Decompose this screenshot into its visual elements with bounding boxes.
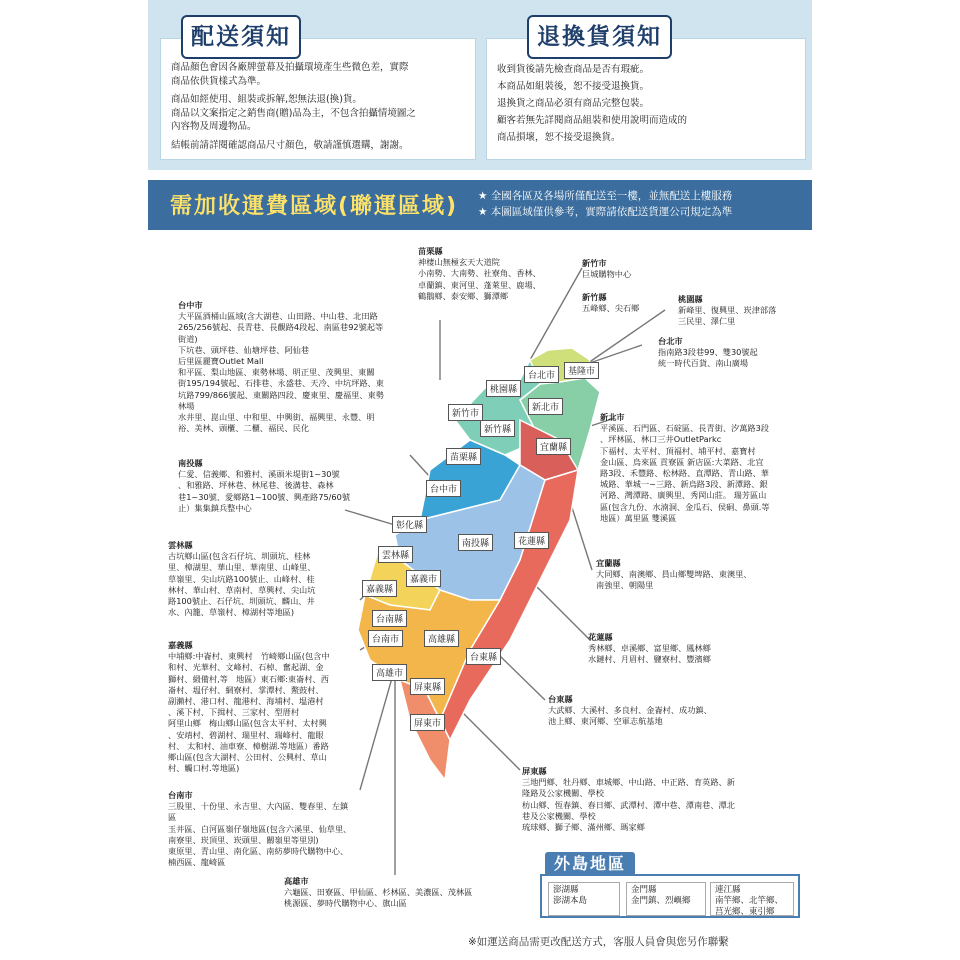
annotation-head: 高雄市 — [284, 876, 309, 886]
returns-line: 收到貨後請先檢查商品是否有瑕疵。 — [497, 64, 650, 75]
annotation-line: 巷及公家機關、學校 — [522, 810, 596, 821]
footer-note: ※如運送商品需更改配送方式，客服人員會與您另作聯繫 — [468, 936, 729, 948]
annotation-line: 平溪區、石門區、石碇區、長青街、汐萬路3段 — [600, 423, 769, 434]
annotation-line: 楠西區、龍崎區 — [168, 857, 226, 868]
annotation-pingtung — [522, 766, 735, 833]
annotation-line: 鶴鵝鄉、泰安鄉、獅潭鄉 — [418, 290, 509, 301]
annotation-line: 、和雅路、坪林巷、林尾巷、後溝巷、森林 — [178, 480, 334, 491]
annotation-chiayi — [168, 640, 330, 774]
annotation-taitung — [548, 694, 712, 728]
annotation-line: 城路、華城一~三路、新烏路3段、新潭路、銀 — [600, 479, 768, 490]
annotation-line: 秀林鄉、卓溪鄉、富里鄉、鳳林鄉 — [588, 643, 711, 654]
annotation-head: 嘉義縣 — [168, 640, 193, 650]
annotation-line: 止）集集鎮兵整中心 — [178, 502, 252, 513]
label-miaoli: 苗栗縣 — [446, 448, 481, 465]
returns-line: 本商品如組裝後，恕不接受退換貨。 — [497, 81, 650, 92]
annotation-line: 路3段、禾豐路、松林路、直潭路、青山路、華 — [600, 468, 769, 479]
annotation-taoyuan — [678, 294, 776, 328]
annotation-line: 里、樟湖里、華山里、華南里、山峰里、 — [168, 562, 316, 573]
annotation-line: 水鏈村、月眉村、鹽寮村、豐濱鄉 — [588, 654, 711, 665]
returns-line: 退換貨之商品必須有商品完整包裝。 — [497, 98, 650, 109]
annotation-head: 花蓮縣 — [588, 632, 613, 642]
annotation-line: 水、內籠、草嶺村、樟湖村等地區) — [168, 607, 295, 618]
annotation-line: 林場 — [178, 400, 195, 411]
label-keelung: 基隆市 — [564, 362, 599, 379]
island-name: 連江縣 — [715, 885, 741, 895]
island-kinmen — [626, 882, 706, 916]
returns-title: 退換貨須知 — [527, 15, 672, 59]
annotation-line: 獅村、緞備村,等 地區）東石鄉:東崙村、西 — [168, 673, 329, 684]
annotation-line: 枋山鄉、恆春鎮、春日鄉、武潭村、潭中巷、潭南巷、潭北 — [522, 799, 735, 810]
annotation-yilan — [596, 558, 752, 592]
annotation-line: 五峰鄉、尖石鄉 — [582, 303, 640, 314]
annotation-head: 新竹縣 — [582, 292, 607, 302]
leader-taitung — [500, 656, 545, 700]
annotation-line: 仁愛、信義鄉、和雅村、溪頭米堤街1~30號 — [178, 469, 340, 480]
annotation-head: 南投縣 — [178, 458, 203, 468]
annotation-line: 草嶺里、尖山坑路100號止、山峰村、桂 — [168, 573, 315, 584]
annotation-line: 統一時代百貨、南山廣場 — [658, 358, 749, 369]
annotation-taichung — [178, 300, 384, 434]
annotation-hsinchucounty — [582, 292, 639, 314]
island-name: 金門縣 — [631, 885, 657, 895]
annotation-line: 街道) — [178, 333, 198, 344]
annotation-line: 三民里、澤仁里 — [678, 316, 736, 327]
annotation-line: 、坪林區、林口三井OutletParkc — [600, 434, 722, 445]
annotation-line: 巷1~30號、愛鄉路1~100號、興產路75/60號 — [178, 491, 351, 502]
annotation-line: 中埔鄉:中崙村、東興村 竹崎鄉山區(包含中 — [168, 651, 330, 662]
annotation-line: 大平區酒桶山區域(含大湖巷、山田路、中山巷、北田路 — [178, 311, 378, 322]
annotation-line: 、安靖村、碧湖村、瑞里村、瑞峰村、龍眼 — [168, 729, 324, 740]
annotation-head: 台北市 — [658, 336, 683, 346]
delivery-line: 結帳前請詳閱確認商品尺寸顏色，敬請謹慎選購，謝謝。 — [171, 139, 409, 151]
annotation-head: 雲林縣 — [168, 540, 193, 550]
annotation-line: 坑路799/866號起、東關路四段、慶東里、慶福里、東勢 — [178, 389, 384, 400]
annotation-line: 區 — [168, 812, 177, 823]
annotation-line: 新峰里、復興里、崁津部落 — [678, 305, 777, 316]
island-penghu — [548, 882, 620, 916]
annotation-line: 玉井區、白河區嶺仔嶺地區(包含六溪里、仙草里、 — [168, 823, 352, 834]
annotation-head: 宜蘭縣 — [596, 558, 621, 568]
annotation-hsinchucity — [582, 258, 631, 280]
label-kaohsiungcity: 高雄市 — [372, 664, 407, 681]
annotation-line: 卓蘭鎮、東河里、蓬萊里、鹿場、 — [418, 279, 541, 290]
label-tainan: 台南縣 — [372, 610, 407, 627]
returns-line: 顧客若無先詳閱商品組裝和使用說明而造成的 — [497, 115, 688, 126]
annotation-head: 苗栗縣 — [418, 246, 443, 256]
annotation-head: 台南市 — [168, 790, 193, 800]
annotation-line: 六龜區、田寮區、甲仙區、杉林區、美濃區、茂林區 — [284, 887, 473, 898]
delivery-line: 內容物及周邊物品。 — [171, 121, 257, 132]
annotation-newtaipei — [600, 412, 770, 524]
annotation-line: 林村、華山村、草南村、草興村、尖山坑 — [168, 584, 316, 595]
annotation-taipei — [658, 336, 758, 370]
label-hualien: 花蓮縣 — [514, 532, 549, 549]
annotation-line: 南寮里、崁頂里、崁頭里、關嶺里等里別) — [168, 834, 319, 845]
label-kaohsiungcounty: 高雄縣 — [424, 630, 459, 647]
island-name: 澎湖縣 — [553, 885, 579, 895]
annotation-line: 和村、光華村、文峰村、石棹、奮起湖、金 — [168, 662, 324, 673]
label-chiayicity: 嘉義市 — [406, 570, 441, 587]
label-hsinchucity: 新竹市 — [448, 404, 483, 421]
label-chiayicounty: 嘉義縣 — [362, 580, 397, 597]
banner-note: ★ 本圖區域僅供參考，實際請依配送貨運公司規定為準 — [478, 206, 733, 218]
annotation-head: 台東縣 — [548, 694, 573, 704]
label-changhua: 彰化縣 — [392, 516, 427, 533]
annotation-line: 桃源區、夢時代購物中心、旗山區 — [284, 898, 407, 909]
annotation-line: 水井里、崑山里、中和里、中興街、福興里、永豐、明 — [178, 412, 375, 423]
delivery-line: 商品如經使用、組裝或拆解,恕無法退(換)貨。 — [171, 94, 362, 105]
annotation-nantou — [178, 458, 350, 514]
banner-note: ★ 全國各區及各場所僅配送至一樓，並無配送上樓服務 — [478, 190, 733, 202]
annotation-line: 副瀨村、港口村、龍港村、海埔村、塭港村 — [168, 696, 324, 707]
annotation-line: 指南路3段巷99、雙30號起 — [658, 347, 758, 358]
annotation-line: 小南勢、大南勢、社寮角、香林、 — [418, 268, 541, 279]
label-taitung: 台東縣 — [466, 648, 501, 665]
label-taichung: 台中市 — [426, 480, 461, 497]
banner-title: 需加收運費區域(聯運區域) — [170, 194, 459, 219]
label-hsinchucounty: 新竹縣 — [480, 420, 515, 437]
annotation-line: 村、觸口村.等地區) — [168, 763, 240, 774]
annotation-line: 琉球鄉、獅子鄉、滿州鄉、瑪家鄉 — [522, 822, 645, 833]
annotation-head: 台中市 — [178, 300, 203, 310]
label-yunlin: 雲林縣 — [378, 546, 413, 563]
returns-line: 商品損壞，恕不接受退換貨。 — [497, 132, 621, 143]
annotation-line: 街195/194號起、石排巷、永盛巷、天冷、中坑坪路、東 — [178, 378, 384, 389]
label-yilan: 宜蘭縣 — [536, 438, 571, 455]
annotation-line: 三股里、十份里、永吉里、大內區、雙春里、左鎮 — [168, 801, 349, 812]
annotation-yunlin — [168, 540, 315, 618]
annotation-line: 河路、灣潭路、廣興里、秀岡山莊。 瑞芳區山 — [600, 490, 767, 501]
annotation-line: 、溪下村、下揖村、三家村、型厝村 — [168, 707, 300, 718]
annotation-line: 裕、美林、頭櫃、二櫃、福民、民化 — [178, 423, 310, 434]
island-detail: 南竿鄉、北竿鄉、莒光鄉、東引鄉 — [715, 896, 784, 917]
annotation-line: 大武鄉、大溪村、多良村、金崙村、成功鎮、 — [548, 705, 712, 716]
annotation-line: 崙村、塭仔村、網寮村、掌潭村、鰲鼓村、 — [168, 684, 324, 695]
annotation-line: 和平區、梨山地區、東勢林場、明正里、茂興里、東關 — [178, 367, 375, 378]
annotation-line: 三地門鄉、牡丹鄉、車城鄉、中山路、中正路、育英路、新 — [522, 777, 735, 788]
annotation-line: 神棲山無極玄天大道院 — [418, 257, 500, 268]
delivery-line: 商品顏色會因各廠牌螢幕及拍攝環境產生些微色差，實際 — [171, 62, 409, 73]
annotation-kaohsiung — [284, 876, 472, 910]
delivery-line: 商品依供貨樣式為準。 — [171, 75, 267, 87]
annotation-line: 隆路及公家機關、學校 — [522, 788, 604, 799]
island-matsu — [710, 882, 794, 916]
annotation-line: 地區）萬里區 雙溪區 — [600, 512, 677, 523]
annotation-line: 金山區、烏來區 貢寮區 新店區:大菜路、北宜 — [600, 456, 764, 467]
annotation-line: 區(包含九份、水湳洞、金瓜石、侯硐、鼻頭.等 — [600, 501, 770, 512]
label-taipei: 台北市 — [524, 366, 559, 383]
annotation-head: 桃園縣 — [678, 294, 703, 304]
annotation-line: 東原里、青山里、南化區、南紡夢時代購物中心、 — [168, 846, 349, 857]
annotation-line: 村、 太和村、油車寮、樟樹湖.等地區）番路 — [168, 740, 329, 751]
island-detail: 金門鎮、烈嶼鄉 — [631, 896, 691, 906]
annotation-line: 鄉山區(包含大湖村、公田村、公興村、草山 — [168, 752, 327, 763]
annotation-line: 阿里山鄉 梅山鄉山區(包含太平村、太村興 — [168, 718, 327, 729]
delivery-line: 商品以文案指定之銷售商(贈)品為主，不包含拍攝情境圖之 — [171, 107, 416, 119]
annotation-line: 路100號止、石仔坑、圳頭坑、麟山、井 — [168, 596, 315, 607]
annotation-line: 后里區麗寶Outlet Mall — [178, 356, 264, 367]
annotation-miaoli — [418, 246, 541, 302]
label-newtaipei: 新北市 — [528, 398, 563, 415]
annotation-line: 池上鄉、東河鄉、空軍志航基地 — [548, 716, 663, 727]
annotation-line: 南強里、朝陽里 — [596, 580, 654, 591]
label-pingtungcity: 屏東市 — [410, 714, 445, 731]
label-tainancity: 台南市 — [368, 630, 403, 647]
label-pingtungcounty: 屏東縣 — [410, 678, 445, 695]
annotation-head: 屏東縣 — [522, 766, 547, 776]
islands-title: 外島地區 — [545, 852, 635, 876]
annotation-line: 265/256號起、長青巷、長觀路4段起、南區巷92號起等 — [178, 322, 384, 333]
delivery-title: 配送須知 — [181, 15, 301, 59]
annotation-head: 新竹市 — [582, 258, 607, 268]
annotation-line: 下福村、太平村、頂福村、埔平村、嘉寶村 — [600, 445, 756, 456]
island-detail: 澎湖本島 — [553, 896, 588, 906]
annotation-line: 巨城購物中心 — [582, 269, 632, 280]
annotation-line: 下坑巷、頭坪巷、仙塘坪巷、阿仙巷 — [178, 344, 310, 355]
annotation-tainan — [168, 790, 351, 868]
label-taoyuan: 桃園縣 — [486, 380, 521, 397]
annotation-line: 大同鄉、南澳鄉、員山鄉雙埤路、東澳里、 — [596, 569, 752, 580]
annotation-line: 古坑鄉山區(包含石仔坑、圳頭坑、桂林 — [168, 551, 311, 562]
islands-box — [540, 874, 800, 918]
annotation-hualien — [588, 632, 711, 666]
annotation-head: 新北市 — [600, 412, 625, 422]
label-nantou: 南投縣 — [458, 534, 493, 551]
